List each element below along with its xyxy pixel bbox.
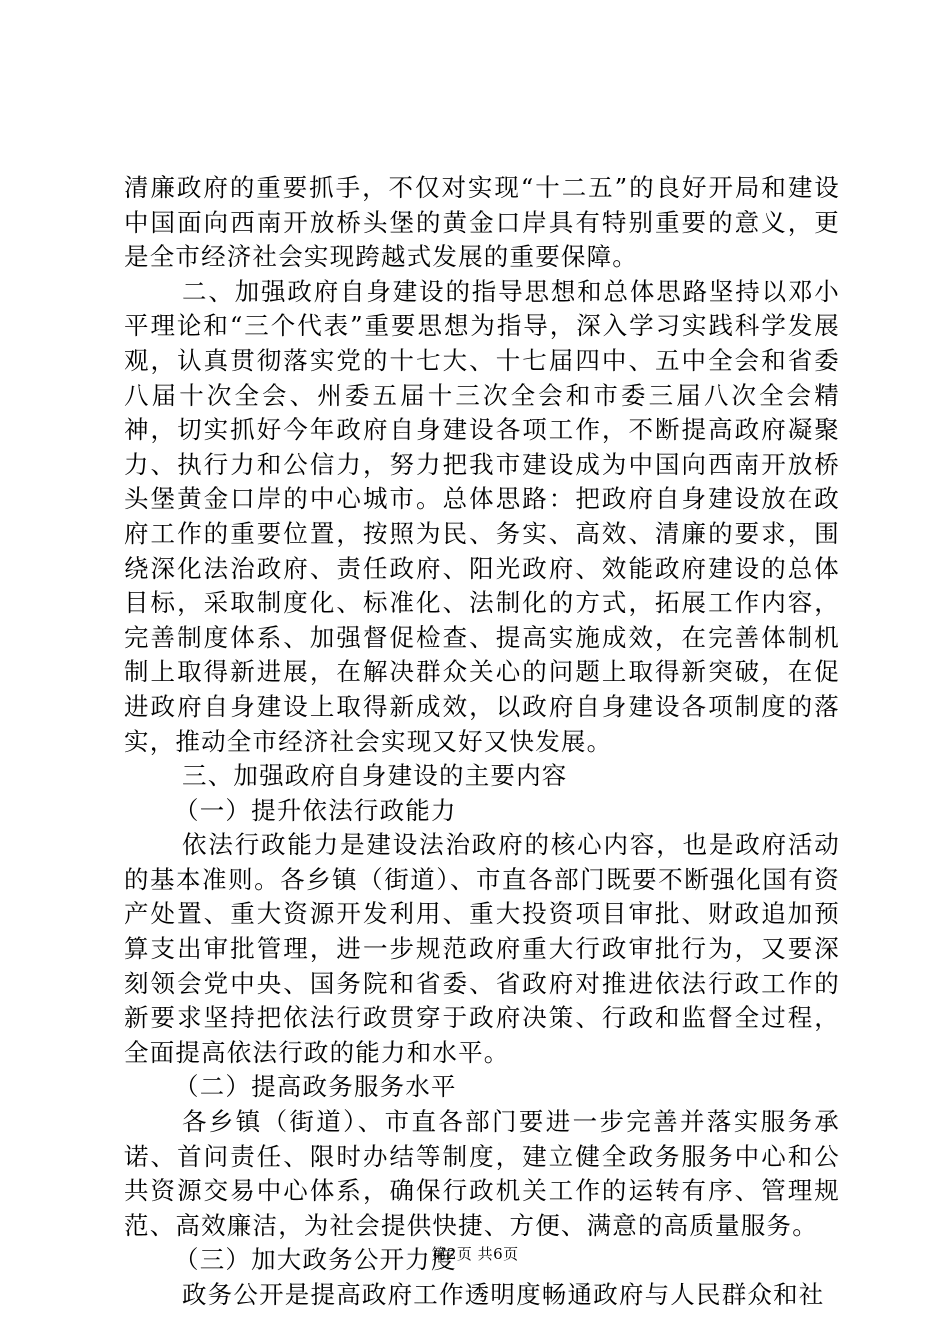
page-footer: 第2页 共6页 bbox=[431, 1245, 519, 1263]
paragraph-continuation: 清廉政府的重要抓手，不仅对实现“十二五”的良好开局和建设中国面向西南开放桥头堡的黄金口岸具有特别重要的意义，更是全市经济社会实现跨越式发展的重要保障。 bbox=[124, 173, 840, 272]
section-heading-main-content: 三、加强政府自身建设的主要内容 bbox=[182, 761, 568, 791]
paragraph-lawful-administration: 依法行政能力是建设法治政府的核心内容，也是政府活动的基本准则。各乡镇（街道）、市直各部门既要不断强化国有资产处置、重大资源开发利用、重大投资项目审批、财政追加预算支出审批管理，进一步规范政府重大行政审批行为，又要深刻领会党中央、国务院和省委、省政府对推进依法行政工作的新要求坚持把依法行政贯穿于政府决策、行政和监督全过程，全面提高依法行政的能力和水平。 bbox=[124, 830, 840, 1067]
paragraph-government-openness: 政务公开是提高政府工作透明度畅通政府与人民群众和社 bbox=[182, 1280, 825, 1309]
subheading-government-service: （二）提高政务服务水平 bbox=[174, 1072, 457, 1102]
subheading-government-openness: （三）加大政务公开力度 bbox=[174, 1245, 457, 1275]
paragraph-guiding-ideology: 二、加强政府自身建设的指导思想和总体思路坚持以邓小平理论和“三个代表”重要思想为指导，深入学习实践科学发展观，认真贯彻落实党的十七大、十七届四中、五中全会和省委八届十次全会、州委五届十三次全会和市委三届八次全会精神，切实抓好今年政府自身建设各项工作，不断提高政府凝聚力、执行力和公信力，努力把我市建设成为中国向西南开放桥头堡黄金口岸的中心城市。总体思路：把政府自身建设放在政府工作的重要位置，按照为民、务实、高效、清廉的要求，围绕深化法治政府、责任政府、阳光政府、效能政府建设的总体目标，采取制度化、标准化、法制化的方式，拓展工作内容，完善制度体系、加强督促检查、提高实施成效，在完善体制机制上取得新进展，在解决群众关心的问题上取得新突破，在促进政府自身建设上取得新成效，以政府自身建设各项制度的落实，推动全市经济社会实现又好又快发展。 bbox=[124, 276, 840, 756]
paragraph-government-service: 各乡镇（街道）、市直各部门要进一步完善并落实服务承诺、首问责任、限时办结等制度，建立健全政务服务中心和公共资源交易中心体系，确保行政机关工作的运转有序、管理规范、高效廉洁，为社会提供快捷、方便、满意的高质量服务。 bbox=[124, 1107, 840, 1240]
subheading-lawful-administration: （一）提升依法行政能力 bbox=[174, 795, 457, 825]
document-body bbox=[124, 171, 840, 1313]
